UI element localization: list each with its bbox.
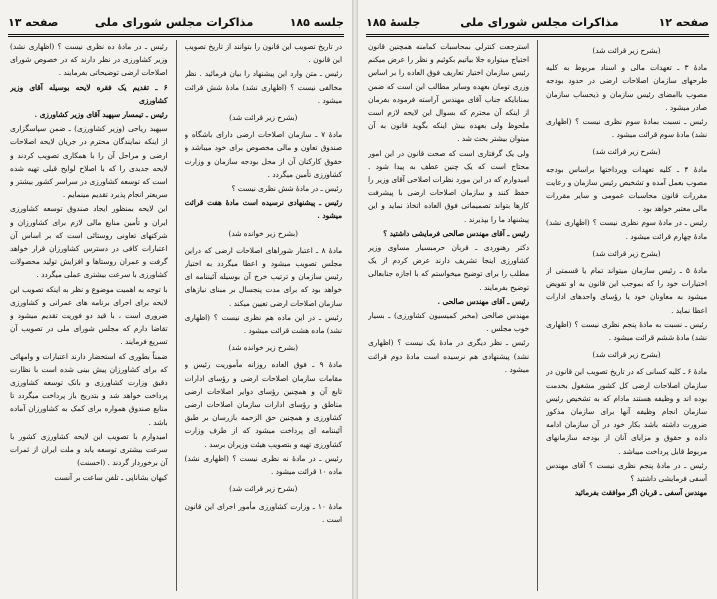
- minister-speech: با توجه به اهمیت موضوع و نظر به اینکه تصویب این لایحه برای اجرای برنامه های عمرانی و کشاورزی ضروری است ، با قید دو فوریت تقدیم میشود و تقاضا دارم که مجلس شورای ملی در تصویب آن تسریع فرمایند .: [10, 284, 168, 347]
- speaker-remark: مهندس آسفی ـ قربان اگر موافقت بفرمائید: [574, 488, 707, 498]
- left-page-session: جلسه ۱۸۵: [289, 15, 344, 29]
- minister-speech: سپهبد ریاحی (وزیر کشاورزی) ـ ضمن سپاسگزاری از اینکه نمایندگان محترم در جریان لایحه اصلاحات ارضی و مراحل آن را با همکاری تصویب کردند و لایحه جدیدی را که با اصلاح لوایح قبلی تهیه شده است که توسعه کشاورزی در سراسر کشور بیشتر و سریعتر انجام پذیرد تقدیم مینمایم .: [10, 124, 168, 200]
- left-header-rule: [8, 34, 344, 37]
- reading-note: (بشرح زیر قرائت شد): [592, 147, 661, 157]
- paragraph: استرجعت كنترلي بمحاسبات كمامنه همچنين قانون اختياج ميتواره جلا بياتيم بكوئيم و نظر را عرض ميكنم رئيس سازمان اختيار تعاريف فوق العاده را بر اساس وزرى تومان بعهده وسایر مطالب این است که ضمن بمنابایکه جناب آقای مهندس آراسته فرموده بفرمان از اینکه آن محترم که بسوال این لایحه لازم است ملحوظ ولی بعهده بیش اینکه بگوید قانون به آن میتوان بیشتر بحث شد .: [368, 42, 529, 144]
- speaker-remark: رئیس ـ متن وارد این پیشنهاد را بیان فرمائید . نظر مخالفی نیست ؟ (اظهاری نشد) مادهٔ شش قرائت میشود .: [184, 69, 342, 105]
- right-page-columns: [368, 40, 707, 591]
- left-page-column-1: [185, 40, 343, 591]
- column-divider: [537, 40, 538, 591]
- speaker-remark: رئیس ـ نظر دیگری در مادهٔ یک نیست ؟ (اظهاری نشد) پیشنهادی هم نرسیده است مادهٔ دوم قرائت میشود .: [368, 338, 529, 374]
- article-3: مادهٔ ۳ ـ تعهدات مالی و اسناد مربوط به کلیه طرحهای سازمان اصلاحات ارضی در حدود بودجه مصوب باامضای رئیس سازمان و ذیحساب سازمان صادر میشود .: [546, 63, 707, 112]
- right-header-rule: [366, 34, 709, 37]
- reading-note: (بشرح زیر قرائت شد): [592, 350, 661, 360]
- left-page-columns: [10, 40, 342, 591]
- minister-speech: این لایحه بمنظور ایجاد صندوق توسعه کشاورزی ایران و تأمین منابع مالی لازم برای کشاورزان و شرکتهای تعاونی روستائی است که بر اساس آن اعتبارات کافی در دسترس کشاورزان قرار خواهد گرفت و عمران روستاها و افزایش تولید محصولات کشاورزی با سرعت بیشتری عملی میگردد .: [10, 204, 168, 280]
- article-5: مادهٔ ۵ ـ رئیس سازمان میتواند تمام یا قسمتی از اختیارات خود را که بموجب این قانون به او تفویض میشود به معاونان خود یا رؤسای واحدهای ادارات اعطا نماید .: [546, 266, 707, 315]
- speaker-remark: رئیس ـ پیشنهادی نرسیده است مادهٔ هفت قرائت میشود .: [184, 198, 342, 221]
- reading-note: (بشرح زیر قرائت شد): [229, 484, 298, 494]
- speaker-remark: رئیس ـ آقای مهندس صالحی فرمایشی داشتید ؟: [383, 228, 529, 238]
- speaker-remark: رئیس ـ در این ماده هم نظری نیست ؟ (اظهاری نشد) ماده هشت قرائت میشود .: [184, 312, 342, 336]
- reading-note: (بشرح زیر قرائت شد): [592, 248, 661, 258]
- reading-note: (بشرح زیر قرائت شد): [229, 113, 298, 123]
- minister-speech: امیدوارم با تصویب این لایحه کشاورزی کشور با سرعت بیشتری توسعه یابد و ملت ایران از ثمرات آن برخوردار گردند . (احسنت): [10, 431, 168, 468]
- right-page-session: جلسهٔ ۱۸۵: [366, 15, 421, 29]
- right-page-column-2: [368, 40, 529, 591]
- article-9: مادهٔ ۹ ـ فوق العاده روزانه مأموریت رئیس و مقامات سازمان اصلاحات ارضی و رؤسای ادارات تابع آن و همچنین رؤسای دوایر اصلاحات ارضی مناطق و رؤسای ادارات سازمان اصلاحات ارضی کشاورزی و همچنین حق الزحمه بازرسان بر طبق آئیننامه ای پرداخت میشود که از طرف وزارت کشاورزی تهیه و بتصویب هیئت وزیران برسد .: [184, 360, 342, 449]
- article-7: مادهٔ ۷ ـ سازمان اصلاحات ارضی دارای باشگاه و صندوق تعاون و مالی مخصوص برای خود میباشد و حقوق کارکنان آن از محل بودجه سازمان و وزارت کشاورزی تأمین میگردد .: [184, 130, 342, 179]
- right-page-number: صفحه ۱۲: [658, 15, 709, 29]
- section-heading: ۶ ـ تقدیم یک فقره لایحه بوسیله آقای وزیر کشاورزی: [10, 82, 168, 105]
- article-4: مادهٔ ۴ ـ کلیه تعهدات وپرداختها براساس بودجه مصوب بعمل آمده و تشخیص رئیس سازمان و رعایت مقررات قانون محاسبات عمومی و سایر مقررات مالی معتبر خواهد بود .: [546, 164, 707, 214]
- reading-note: (بشرح زیر خوانده شد): [228, 343, 298, 353]
- reading-note: (بشرح زیر خوانده شد): [228, 228, 298, 238]
- left-page-number: صفحه ۱۳: [8, 15, 59, 29]
- speaker-remark: رئیس ـ در مادهٔ ده نظری نیست ؟ (اظهاری نشد) وزیر کشاورزی در نظر دارند که در خصوص شورای اصلاحات ارضی توضیحاتی بفرمایند .: [10, 42, 168, 78]
- right-page-title: مذاكرات مجلس شوراى ملى: [460, 15, 619, 29]
- left-page: [0, 0, 352, 599]
- paragraph: دکتر رهنوردی ـ قربان حرمبسیار مساوی وزیر کشاورزی اینجا تشریف دارند عرض کردم از یک مطلب را برای توضیح میخواستم که با اجازه جنابعالی توضیح بفرمایند .: [368, 243, 529, 292]
- paragraph: ولی یک گرفتاری است که صحت قانون در این امور محتاج است که یک چنین عطف به پیدا شود . امیدوارم که در این مورد نظرات اصلاحی آقای وزیر را حفظ کنند و سازمان اصلاحات ارضی با پیشرفت کارها بتواند تصمیماتی فوق العاده اتخاذ نماید و این پیشنهاد ما را بپذیرند .: [368, 148, 529, 224]
- left-page-header: [8, 12, 344, 32]
- speaker-remark: رئیس ـ در مادهٔ نه نظری نیست ؟ (اظهاری نشد) ماده ۱۰ قرائت میشود .: [184, 453, 342, 477]
- speaker-remark: رئیس ـ در مادهٔ شش نظری نیست ؟: [231, 184, 342, 194]
- paragraph: مهندس صالحی (مخبر کمیسیون کشاورزی) ـ بسیار خوب مجلس .: [368, 311, 529, 334]
- speaker-remark: رئیس ـ نسبت بمادهٔ سوم نظری نیست ؟ (اظهاری نشد) مادهٔ سوم قرائت میشود .: [546, 117, 707, 140]
- right-page-header: [366, 12, 709, 32]
- speaker-remark: رئیس ـ آقای مهندس صالحی .: [437, 296, 529, 306]
- page-gutter: [352, 0, 358, 599]
- speaker-remark: رئیس ـ نسبت به مادهٔ پنجم نظری نیست ؟ (اظهاری نشد) مادهٔ ششم قرائت میشود .: [546, 319, 707, 343]
- left-page-title: مذاكرات مجلس شوراى ملى: [94, 15, 254, 29]
- minister-speech: ضمناً بطوری که استحضار دارند اعتبارات و وامهائی که برای کشاورزان پیش بینی شده است با نظارت دقیق وزارت کشاورزی و بانک توسعه کشاورزی پرداخت خواهد شد و بتدریج باز پرداخت میگردد تا منابع صندوق همواره برای کمک به کشاورزان آماده باشد .: [10, 351, 168, 427]
- speaker-remark: رئیس ـ تیمسار سپهبد آقای وزیر کشاورزی .: [34, 110, 168, 120]
- right-page-column-1: [546, 40, 707, 591]
- article-8: مادهٔ ۸ ـ اعتبار شوراهای اصلاحات ارضی که دراین مجلس تصویب میشود و اعطا میگردد به اختیار رئیس سازمان و ترتیب خرج آن بوسیله آئیننامه ای خواهد بود که برای مدت پنجسال بر مبنای نیازهای سازمان اصلاحات ارضی تعیین میکند .: [184, 245, 342, 308]
- article-6: مادهٔ ۶ ـ کلیه کسانی که در تاریخ تصویب این قانون در سازمان اصلاحات ارضی کل کشور مشغول بخدمت بوده اند و وظیفه هستند مادام که به تشخیص رئیس سازمان انجام وظیفه آنها برای سازمان مذکور ضرورت داشته باشد بکار خود در آن سازمان ادامه داده و حقوق و مزایای آنان از بودجه سازمانهای مربوط قابل پرداخت میباشد .: [546, 367, 707, 456]
- reading-note: (بشرح زیر قرائت شد): [592, 46, 661, 55]
- article-10: مادهٔ ۱۰ ـ وزارت کشاورزی مأمور اجرای این قانون است .: [184, 501, 342, 524]
- footer-note: کیهان بشاناپی ـ تلفن ساعت بر آنست: [54, 472, 168, 482]
- paragraph: در تاریخ تصویب این قانون را بتوانند از تاریخ تصویب این قانون .: [184, 42, 342, 65]
- right-page: [358, 0, 717, 599]
- column-divider: [176, 40, 177, 591]
- left-page-column-2: [10, 40, 168, 591]
- speaker-remark: رئیس ـ در مادهٔ پنجم نظری نیست ؟ آقای مهندس آسفی فرمایشی داشتید ؟: [546, 460, 707, 484]
- speaker-remark: رئیس ـ در مادهٔ سوم نظری نیست ؟ (اظهاری نشد) مادهٔ چهارم قرائت میشود .: [546, 218, 707, 241]
